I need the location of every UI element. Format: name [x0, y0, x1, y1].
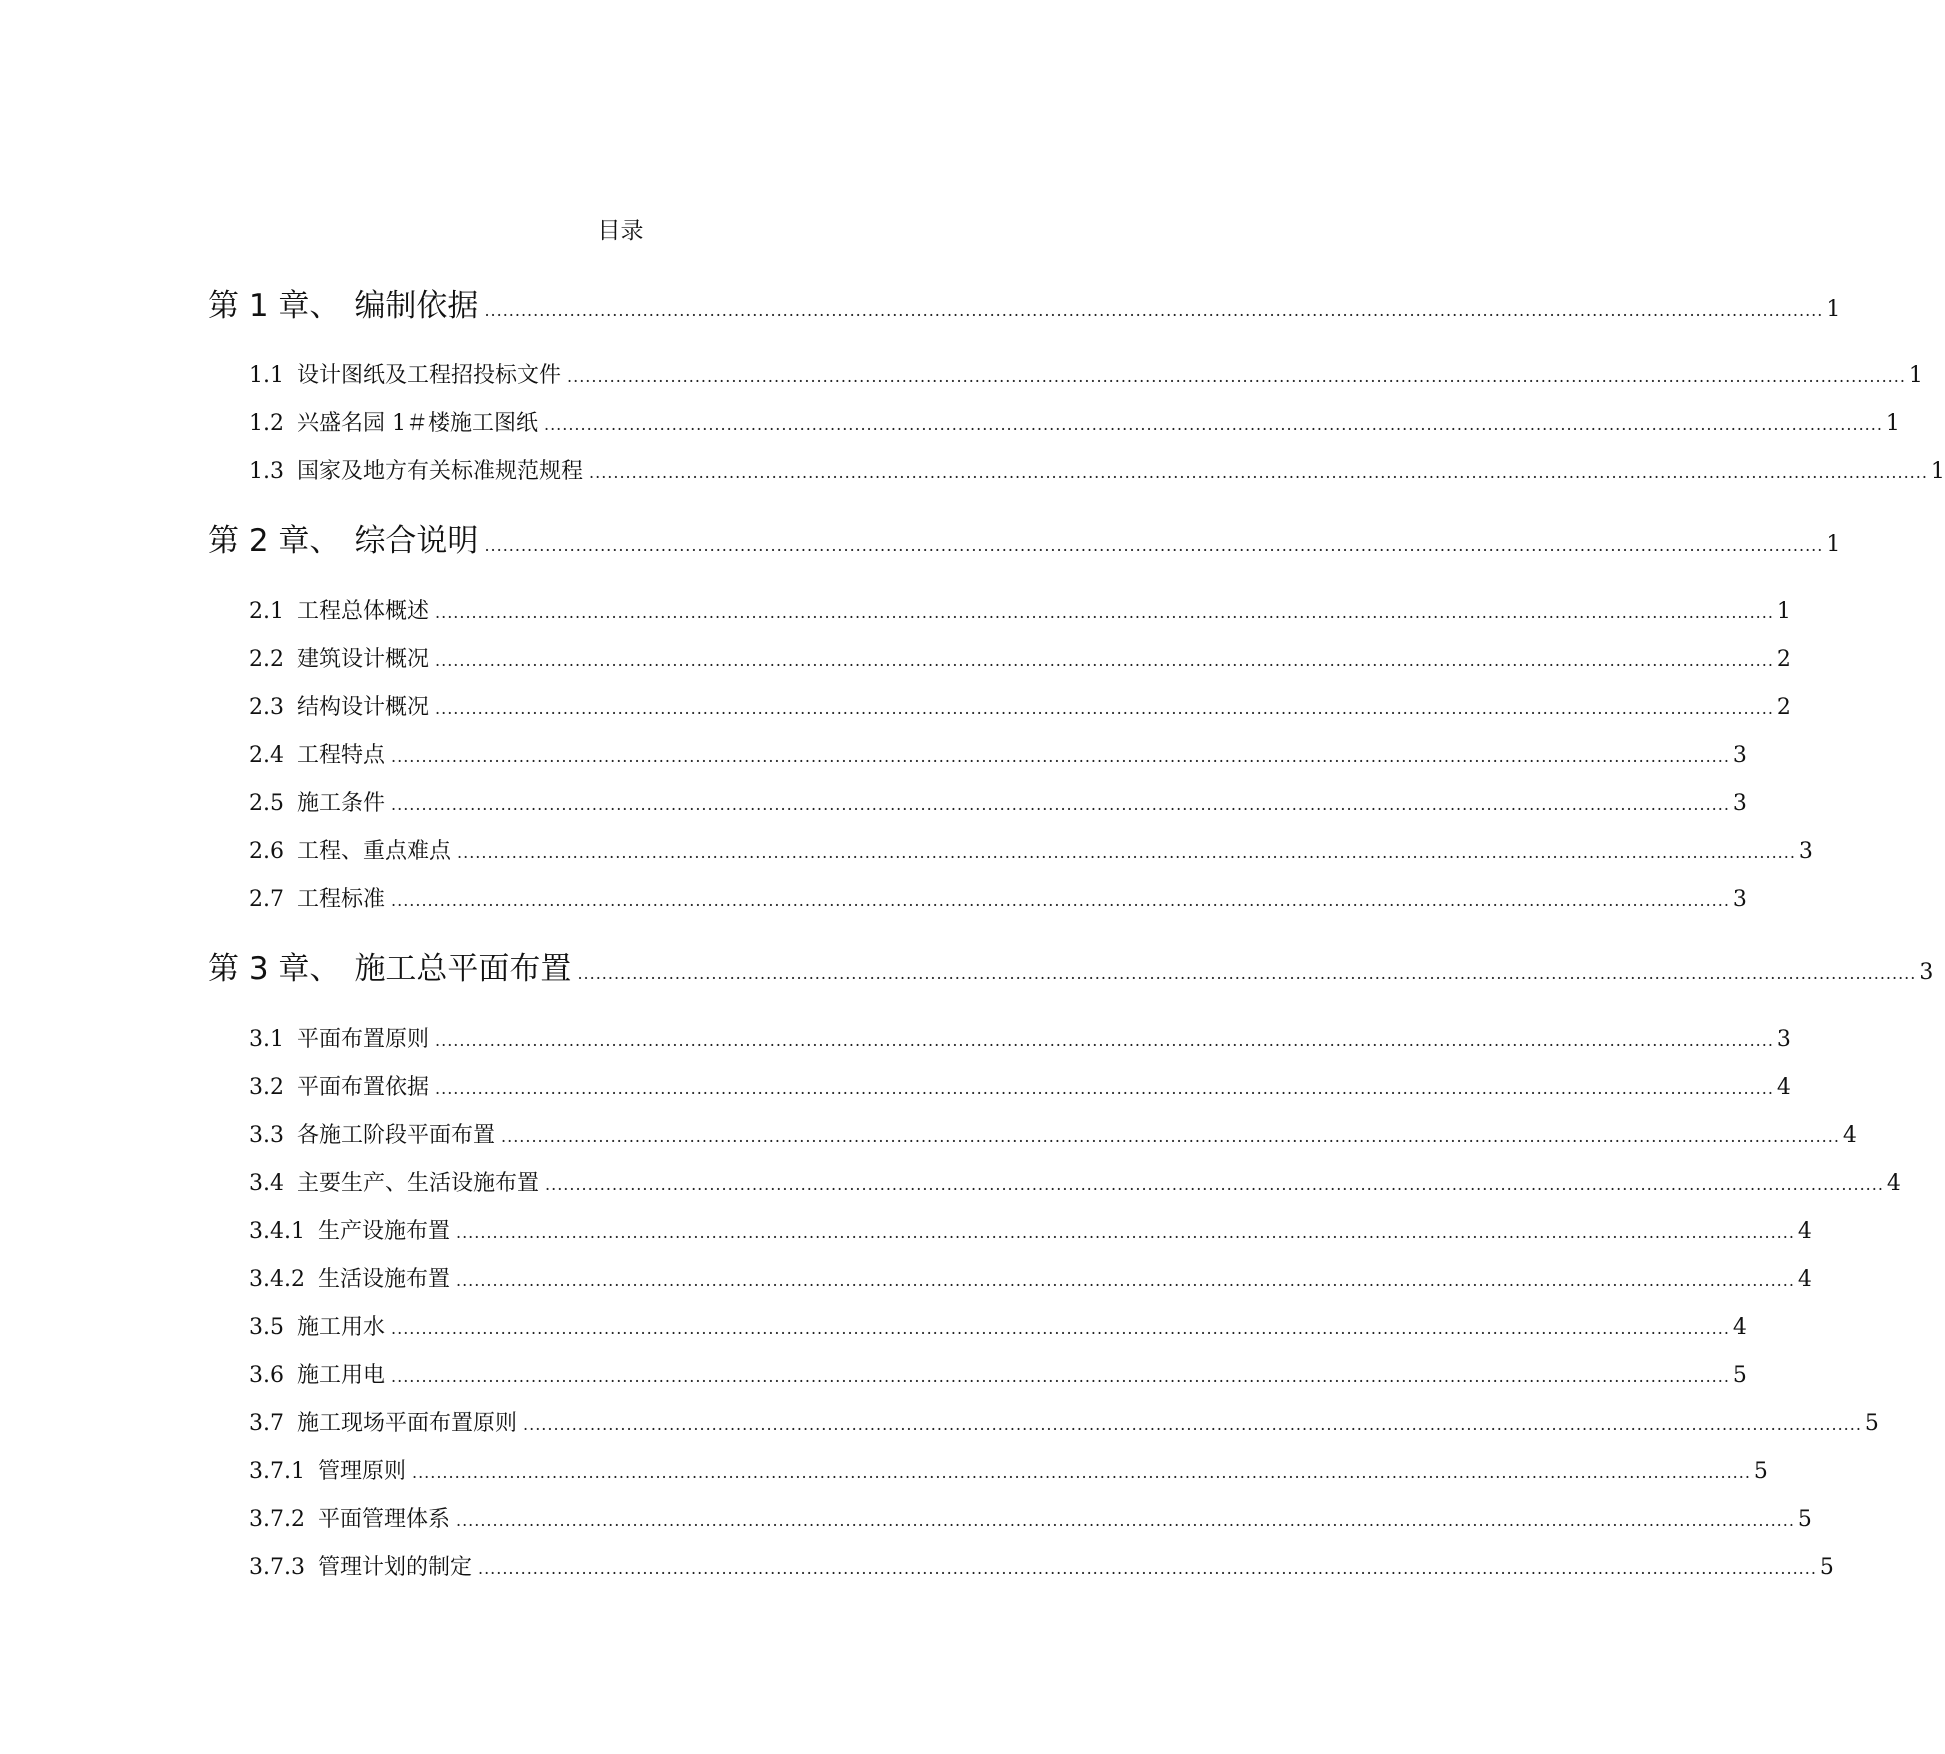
toc-entry-page-number: 3 — [1732, 743, 1747, 768]
dot-leader: ............................................................................................................................................................................................................................ — [391, 891, 1730, 910]
toc-entry-page-number: 5 — [1797, 1507, 1812, 1532]
toc-entry-page-number: 1 — [1776, 599, 1791, 624]
dot-leader: ............................................................................................................................................................................................................................ — [456, 1223, 1795, 1242]
toc-entry-number: 2.1 — [249, 599, 284, 624]
toc-entry-number: 3.1 — [249, 1027, 284, 1052]
toc-entry-number: 3.7.2 — [249, 1507, 305, 1532]
toc-entry-title: 工程标准 — [297, 887, 386, 912]
toc-entry-label — [249, 594, 429, 625]
toc-entry-label — [249, 1070, 429, 1101]
dot-leader: ............................................................................................................................................................................................................................ — [544, 415, 1883, 434]
toc-entry-label — [249, 454, 583, 485]
toc-section-entry[interactable] — [249, 738, 1747, 768]
toc-entry-number: 3.4.2 — [249, 1267, 305, 1292]
toc-entry-page-number: 5 — [1732, 1363, 1747, 1388]
toc-section-entry[interactable] — [249, 1454, 1768, 1484]
toc-entry-number: 2.6 — [249, 839, 284, 864]
toc-entry-label — [249, 786, 385, 817]
dot-leader: ............................................................................................................................................................................................................................ — [391, 795, 1730, 814]
toc-entry-page-number: 1 — [1885, 411, 1900, 436]
dot-leader: ............................................................................................................................................................................................................................ — [391, 1367, 1730, 1386]
dot-leader: ............................................................................................................................................................................................................................ — [589, 463, 1928, 482]
toc-entry-page-number: 4 — [1776, 1075, 1791, 1100]
toc-entry-page-number: 4 — [1732, 1315, 1747, 1340]
toc-entry-number: 第 1 章、 — [208, 288, 341, 324]
dot-leader: ............................................................................................................................................................................................................................ — [435, 651, 1774, 670]
toc-entry-label — [249, 1550, 472, 1581]
toc-entry-title: 平面布置原则 — [297, 1027, 430, 1052]
toc-entry-number: 3.6 — [249, 1363, 284, 1388]
toc-entry-title: 生活设施布置 — [317, 1267, 450, 1292]
toc-entry-page-number: 3 — [1776, 1027, 1791, 1052]
dot-leader: ............................................................................................................................................................................................................................ — [435, 603, 1774, 622]
toc-entry-number: 1.1 — [249, 363, 284, 388]
toc-entry-page-number: 1 — [1826, 532, 1841, 557]
toc-entry-title: 主要生产、生活设施布置 — [297, 1171, 540, 1196]
toc-entry-page-number: 3 — [1798, 839, 1813, 864]
toc-entry-page-number: 3 — [1919, 960, 1934, 985]
toc-entry-label — [249, 642, 429, 673]
toc-section-entry[interactable] — [249, 1070, 1791, 1100]
toc-entry-title: 编制依据 — [354, 288, 479, 324]
dot-leader: ............................................................................................................................................................................................................................ — [456, 1271, 1795, 1290]
toc-entry-label — [249, 1214, 450, 1245]
toc-entry-title: 施工用水 — [297, 1315, 386, 1340]
toc-entry-title: 平面管理体系 — [317, 1507, 450, 1532]
toc-entry-label — [249, 1166, 539, 1197]
toc-entry-number: 2.3 — [249, 695, 284, 720]
toc-section-entry[interactable] — [249, 690, 1791, 720]
toc-entry-page-number: 3 — [1732, 887, 1747, 912]
toc-section-entry[interactable] — [249, 1502, 1812, 1532]
dot-leader: ............................................................................................................................................................................................................................ — [435, 1031, 1774, 1050]
toc-entry-label — [249, 1118, 495, 1149]
dot-leader: ............................................................................................................................................................................................................................ — [391, 747, 1730, 766]
dot-leader: ............................................................................................................................................................................................................................ — [545, 1175, 1884, 1194]
toc-entry-label — [249, 882, 385, 913]
toc-entry-number: 3.4.1 — [249, 1219, 305, 1244]
toc-section-entry[interactable] — [249, 1022, 1791, 1052]
dot-leader: ............................................................................................................................................................................................................................ — [567, 367, 1906, 386]
toc-entry-page-number: 2 — [1776, 695, 1791, 720]
dot-leader: ............................................................................................................................................................................................................................ — [484, 301, 1824, 320]
toc-entry-label — [249, 738, 385, 769]
toc-entry-page-number: 4 — [1886, 1171, 1901, 1196]
toc-section-entry[interactable] — [249, 1358, 1747, 1388]
toc-entry-number: 第 3 章、 — [208, 951, 341, 987]
toc-entry-title: 管理原则 — [317, 1459, 406, 1484]
toc-entry-number: 3.4 — [249, 1171, 284, 1196]
toc-entry-label — [249, 834, 451, 865]
toc-entry-title: 施工用电 — [297, 1363, 386, 1388]
toc-entry-title: 设计图纸及工程招投标文件 — [297, 363, 562, 388]
toc-entry-title: 综合说明 — [354, 523, 479, 559]
dot-leader: ............................................................................................................................................................................................................................ — [501, 1127, 1840, 1146]
toc-entry-label — [208, 943, 571, 988]
toc-entry-number: 第 2 章、 — [208, 523, 341, 559]
toc-section-entry[interactable] — [249, 1406, 1879, 1436]
toc-entry-number: 3.7.1 — [249, 1459, 305, 1484]
toc-section-entry[interactable] — [249, 1166, 1901, 1196]
toc-entry-number: 1.3 — [249, 459, 284, 484]
toc-entry-number: 2.4 — [249, 743, 284, 768]
toc-entry-title: 兴盛名园 1＃楼施工图纸 — [297, 411, 538, 436]
toc-entry-page-number: 5 — [1753, 1459, 1768, 1484]
toc-entry-page-number: 3 — [1732, 791, 1747, 816]
toc-entry-title: 国家及地方有关标准规范规程 — [297, 459, 584, 484]
toc-entry-title: 建筑设计概况 — [297, 647, 430, 672]
toc-chapter-entry[interactable] — [208, 280, 1841, 324]
toc-entry-number: 3.2 — [249, 1075, 284, 1100]
dot-leader: ............................................................................................................................................................................................................................ — [484, 536, 1824, 555]
toc-entry-number: 1.2 — [249, 411, 284, 436]
toc-entry-number: 3.5 — [249, 1315, 284, 1340]
toc-entry-title: 施工条件 — [297, 791, 386, 816]
toc-section-entry[interactable] — [249, 1310, 1747, 1340]
toc-section-entry[interactable] — [249, 786, 1747, 816]
toc-entry-label — [249, 1022, 429, 1053]
toc-entry-label — [249, 1454, 406, 1485]
dot-leader: ............................................................................................................................................................................................................................ — [412, 1463, 1751, 1482]
toc-entry-title: 各施工阶段平面布置 — [297, 1123, 496, 1148]
toc-entry-page-number: 4 — [1797, 1267, 1812, 1292]
toc-entry-number: 2.5 — [249, 791, 284, 816]
dot-leader: ............................................................................................................................................................................................................................ — [456, 1511, 1795, 1530]
toc-entry-label — [249, 1262, 450, 1293]
toc-entry-title: 生产设施布置 — [317, 1219, 450, 1244]
toc-entry-page-number: 5 — [1819, 1555, 1834, 1580]
toc-section-entry[interactable] — [249, 1118, 1857, 1148]
toc-chapter-entry[interactable] — [208, 943, 1934, 987]
toc-entry-number: 3.7.3 — [249, 1555, 305, 1580]
toc-entry-title: 工程、重点难点 — [297, 839, 452, 864]
toc-entry-label — [208, 280, 478, 325]
toc-entry-label — [249, 358, 561, 389]
toc-entry-label — [249, 1502, 450, 1533]
dot-leader: ............................................................................................................................................................................................................................ — [478, 1559, 1817, 1578]
toc-entry-number: 3.7 — [249, 1411, 284, 1436]
toc-entry-number: 3.3 — [249, 1123, 284, 1148]
dot-leader: ............................................................................................................................................................................................................................ — [577, 964, 1917, 983]
toc-entry-label — [249, 1310, 385, 1341]
toc-section-entry[interactable] — [249, 454, 1945, 484]
toc-section-entry[interactable] — [249, 406, 1900, 436]
toc-entry-page-number: 4 — [1797, 1219, 1812, 1244]
toc-entry-title: 管理计划的制定 — [317, 1555, 472, 1580]
dot-leader: ............................................................................................................................................................................................................................ — [457, 843, 1796, 862]
dot-leader: ............................................................................................................................................................................................................................ — [523, 1415, 1862, 1434]
dot-leader: ............................................................................................................................................................................................................................ — [435, 699, 1774, 718]
toc-entry-label — [249, 1358, 385, 1389]
toc-entry-page-number: 4 — [1842, 1123, 1857, 1148]
toc-entry-number: 2.2 — [249, 647, 284, 672]
toc-entry-page-number: 1 — [1930, 459, 1945, 484]
toc-entry-label — [249, 1406, 517, 1437]
toc-entry-number: 2.7 — [249, 887, 284, 912]
toc-entry-title: 工程特点 — [297, 743, 386, 768]
toc-entry-label — [208, 515, 478, 560]
toc-entry-page-number: 1 — [1826, 297, 1841, 322]
toc-section-entry[interactable] — [249, 1550, 1834, 1580]
toc-section-entry[interactable] — [249, 882, 1747, 912]
toc-entry-title: 工程总体概述 — [297, 599, 430, 624]
toc-entry-label — [249, 406, 538, 437]
toc-entry-page-number: 2 — [1776, 647, 1791, 672]
toc-section-entry[interactable] — [249, 594, 1791, 624]
toc-entry-title: 施工现场平面布置原则 — [297, 1411, 518, 1436]
toc-entry-label — [249, 690, 429, 721]
toc-title: 目录 — [597, 218, 644, 244]
toc-section-entry[interactable] — [249, 642, 1791, 672]
toc-entry-title: 平面布置依据 — [297, 1075, 430, 1100]
toc-section-entry[interactable] — [249, 834, 1813, 864]
toc-chapter-entry[interactable] — [208, 515, 1841, 559]
toc-entry-title: 结构设计概况 — [297, 695, 430, 720]
toc-entry-title: 施工总平面布置 — [354, 951, 572, 987]
dot-leader: ............................................................................................................................................................................................................................ — [435, 1079, 1774, 1098]
toc-section-entry[interactable] — [249, 1214, 1812, 1244]
toc-section-entry[interactable] — [249, 358, 1923, 388]
dot-leader: ............................................................................................................................................................................................................................ — [391, 1319, 1730, 1338]
toc-entry-page-number: 1 — [1908, 363, 1923, 388]
toc-entry-page-number: 5 — [1864, 1411, 1879, 1436]
toc-section-entry[interactable] — [249, 1262, 1812, 1292]
